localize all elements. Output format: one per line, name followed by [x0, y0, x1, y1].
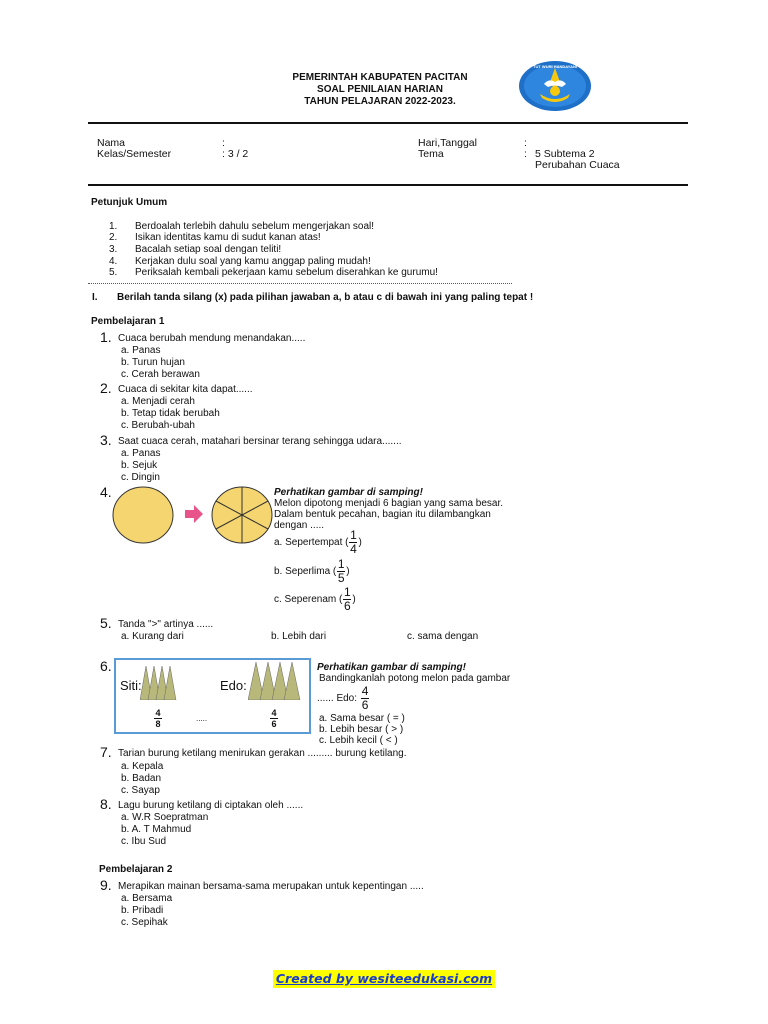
- tema-sep: :: [524, 148, 527, 160]
- sliced-melon-image: [211, 486, 273, 544]
- edo-label: Edo:: [220, 678, 247, 693]
- option-b: b. Tetap tidak berubah: [121, 408, 220, 419]
- option-b: b. A. T Mahmud: [121, 824, 192, 835]
- nama-sep: :: [222, 137, 225, 149]
- option-a: a. Bersama: [121, 893, 173, 904]
- option-c: c. Seperenam ( $\frac{1}{6}$ ): [274, 585, 356, 613]
- question-number: 2.: [100, 380, 112, 396]
- dotted-divider: [88, 283, 512, 284]
- header-divider: [88, 122, 688, 124]
- tut-wuri-logo: [518, 60, 592, 112]
- option-c: c. Lebih kecil ( < ): [319, 735, 398, 746]
- melon-comparison-image: [114, 658, 311, 734]
- tema-label: Tema: [418, 148, 444, 160]
- section-instruction: Berilah tanda silang (x) pada pilihan jawaban a, b atau c di bawah ini yang paling tepat !: [117, 292, 534, 303]
- petunjuk-item: 2. Isikan identitas kamu di sudut kanan atas!: [109, 232, 321, 243]
- question-text: Merapikan mainan bersama-sama merupakan untuk kepentingan .....: [118, 881, 424, 892]
- question-number: 1.: [100, 329, 112, 345]
- option-c: c. Sepihak: [121, 917, 168, 928]
- q6-compare: ...... Edo: $\frac{4}{6}$: [317, 684, 369, 712]
- q4-line-1: Melon dipotong menjadi 6 bagian yang sama besar.: [274, 498, 504, 509]
- question-text: Cuaca berubah mendung menandakan.....: [118, 333, 306, 344]
- q4-line-3: dengan .....: [274, 520, 325, 531]
- option-a: a. Kepala: [121, 761, 164, 772]
- option-b: b. Seperlima ( $\frac{1}{5}$ ): [274, 557, 350, 585]
- kelas-label: Kelas/Semester: [97, 148, 172, 160]
- header-line-2: SOAL PENILAIAN HARIAN: [317, 84, 443, 95]
- pembelajaran-2-heading: Pembelajaran 2: [99, 864, 173, 875]
- question-text: Lagu burung ketilang di ciptakan oleh ......: [118, 800, 304, 811]
- option-c: c. sama dengan: [407, 631, 479, 642]
- whole-melon-image: [112, 486, 174, 544]
- option-c: c. Berubah-ubah: [121, 420, 195, 431]
- option-a: a. Sama besar ( = ): [319, 713, 405, 724]
- petunjuk-item: 5. Periksalah kembali pekerjaan kamu sebelum diserahkan ke gurumu!: [109, 267, 438, 278]
- option-b: b. Pribadi: [121, 905, 164, 916]
- tema-value-2: Perubahan Cuaca: [535, 159, 620, 171]
- petunjuk-title: Petunjuk Umum: [91, 197, 168, 208]
- option-a: a. Menjadi cerah: [121, 396, 195, 407]
- option-a: a. Sepertempat ( $\frac{1}{4}$ ): [274, 528, 362, 556]
- edo-fraction: 4 6: [271, 708, 277, 729]
- question-number: 8.: [100, 796, 112, 812]
- question-text: Saat cuaca cerah, matahari bersinar terang sehingga udara.......: [118, 436, 402, 447]
- pembelajaran-1-heading: Pembelajaran 1: [91, 316, 165, 327]
- section-number: I.: [92, 292, 98, 303]
- petunjuk-item: 3. Bacalah setiap soal dengan teliti!: [109, 244, 282, 255]
- option-a: a. W.R Soepratman: [121, 812, 209, 823]
- kelas-value: : 3 / 2: [222, 148, 249, 160]
- option-c: c. Cerah berawan: [121, 369, 200, 380]
- option-c: c. Sayap: [121, 785, 160, 796]
- petunjuk-item: 4. Kerjakan dulu soal yang kamu anggap paling mudah!: [109, 256, 371, 267]
- footer-credit[interactable]: [273, 970, 495, 988]
- option-b: b. Lebih dari: [271, 631, 327, 642]
- q6-line-1: Bandingkanlah potong melon pada gambar: [319, 673, 511, 684]
- identity-divider: [88, 184, 688, 186]
- option-a: a. Kurang dari: [121, 631, 184, 642]
- question-text: Tanda ">" artinya ......: [118, 619, 214, 630]
- q4-line-2: Dalam bentuk pecahan, bagian itu dilambangkan: [274, 509, 491, 520]
- footer-credit-text[interactable]: Created by wesiteedukasi.com: [275, 971, 493, 986]
- question-text: Tarian burung ketilang menirukan gerakan ......... burung ketilang.: [118, 748, 407, 759]
- question-number: 9.: [100, 877, 112, 893]
- arrow-right-icon: [185, 505, 203, 523]
- header-line-1: PEMERINTAH KABUPATEN PACITAN: [292, 72, 468, 83]
- question-number: 3.: [100, 432, 112, 448]
- option-a: a. Panas: [121, 448, 161, 459]
- fraction-blank: .....: [196, 714, 208, 723]
- siti-label: Siti:: [120, 678, 142, 693]
- nama-label: Nama: [97, 137, 126, 149]
- hari-sep: :: [524, 137, 527, 149]
- question-text: Cuaca di sekitar kita dapat......: [118, 384, 253, 395]
- question-number: 5.: [100, 615, 112, 631]
- option-b: b. Badan: [121, 773, 162, 784]
- q6-title: Perhatikan gambar di samping!: [317, 662, 466, 673]
- option-b: b. Sejuk: [121, 460, 158, 471]
- logo-text: TUT WURI HANDAYANI: [533, 64, 577, 69]
- question-number: 4.: [100, 484, 112, 500]
- question-number: 7.: [100, 744, 112, 760]
- question-number: 6.: [100, 658, 112, 674]
- option-c: c. Dingin: [121, 472, 160, 483]
- option-c: c. Ibu Sud: [121, 836, 167, 847]
- option-b: b. Turun hujan: [121, 357, 185, 368]
- q4-title: Perhatikan gambar di samping!: [274, 487, 423, 498]
- header-line-3: TAHUN PELAJARAN 2022-2023.: [304, 96, 456, 107]
- petunjuk-item: 1. Berdoalah terlebih dahulu sebelum mengerjakan soal!: [109, 221, 375, 232]
- option-a: a. Panas: [121, 345, 161, 356]
- siti-fraction: 4 8: [155, 708, 161, 729]
- tema-value-1: 5 Subtema 2: [535, 148, 595, 160]
- hari-label: Hari,Tanggal: [418, 137, 477, 149]
- option-b: b. Lebih besar ( > ): [319, 724, 404, 735]
